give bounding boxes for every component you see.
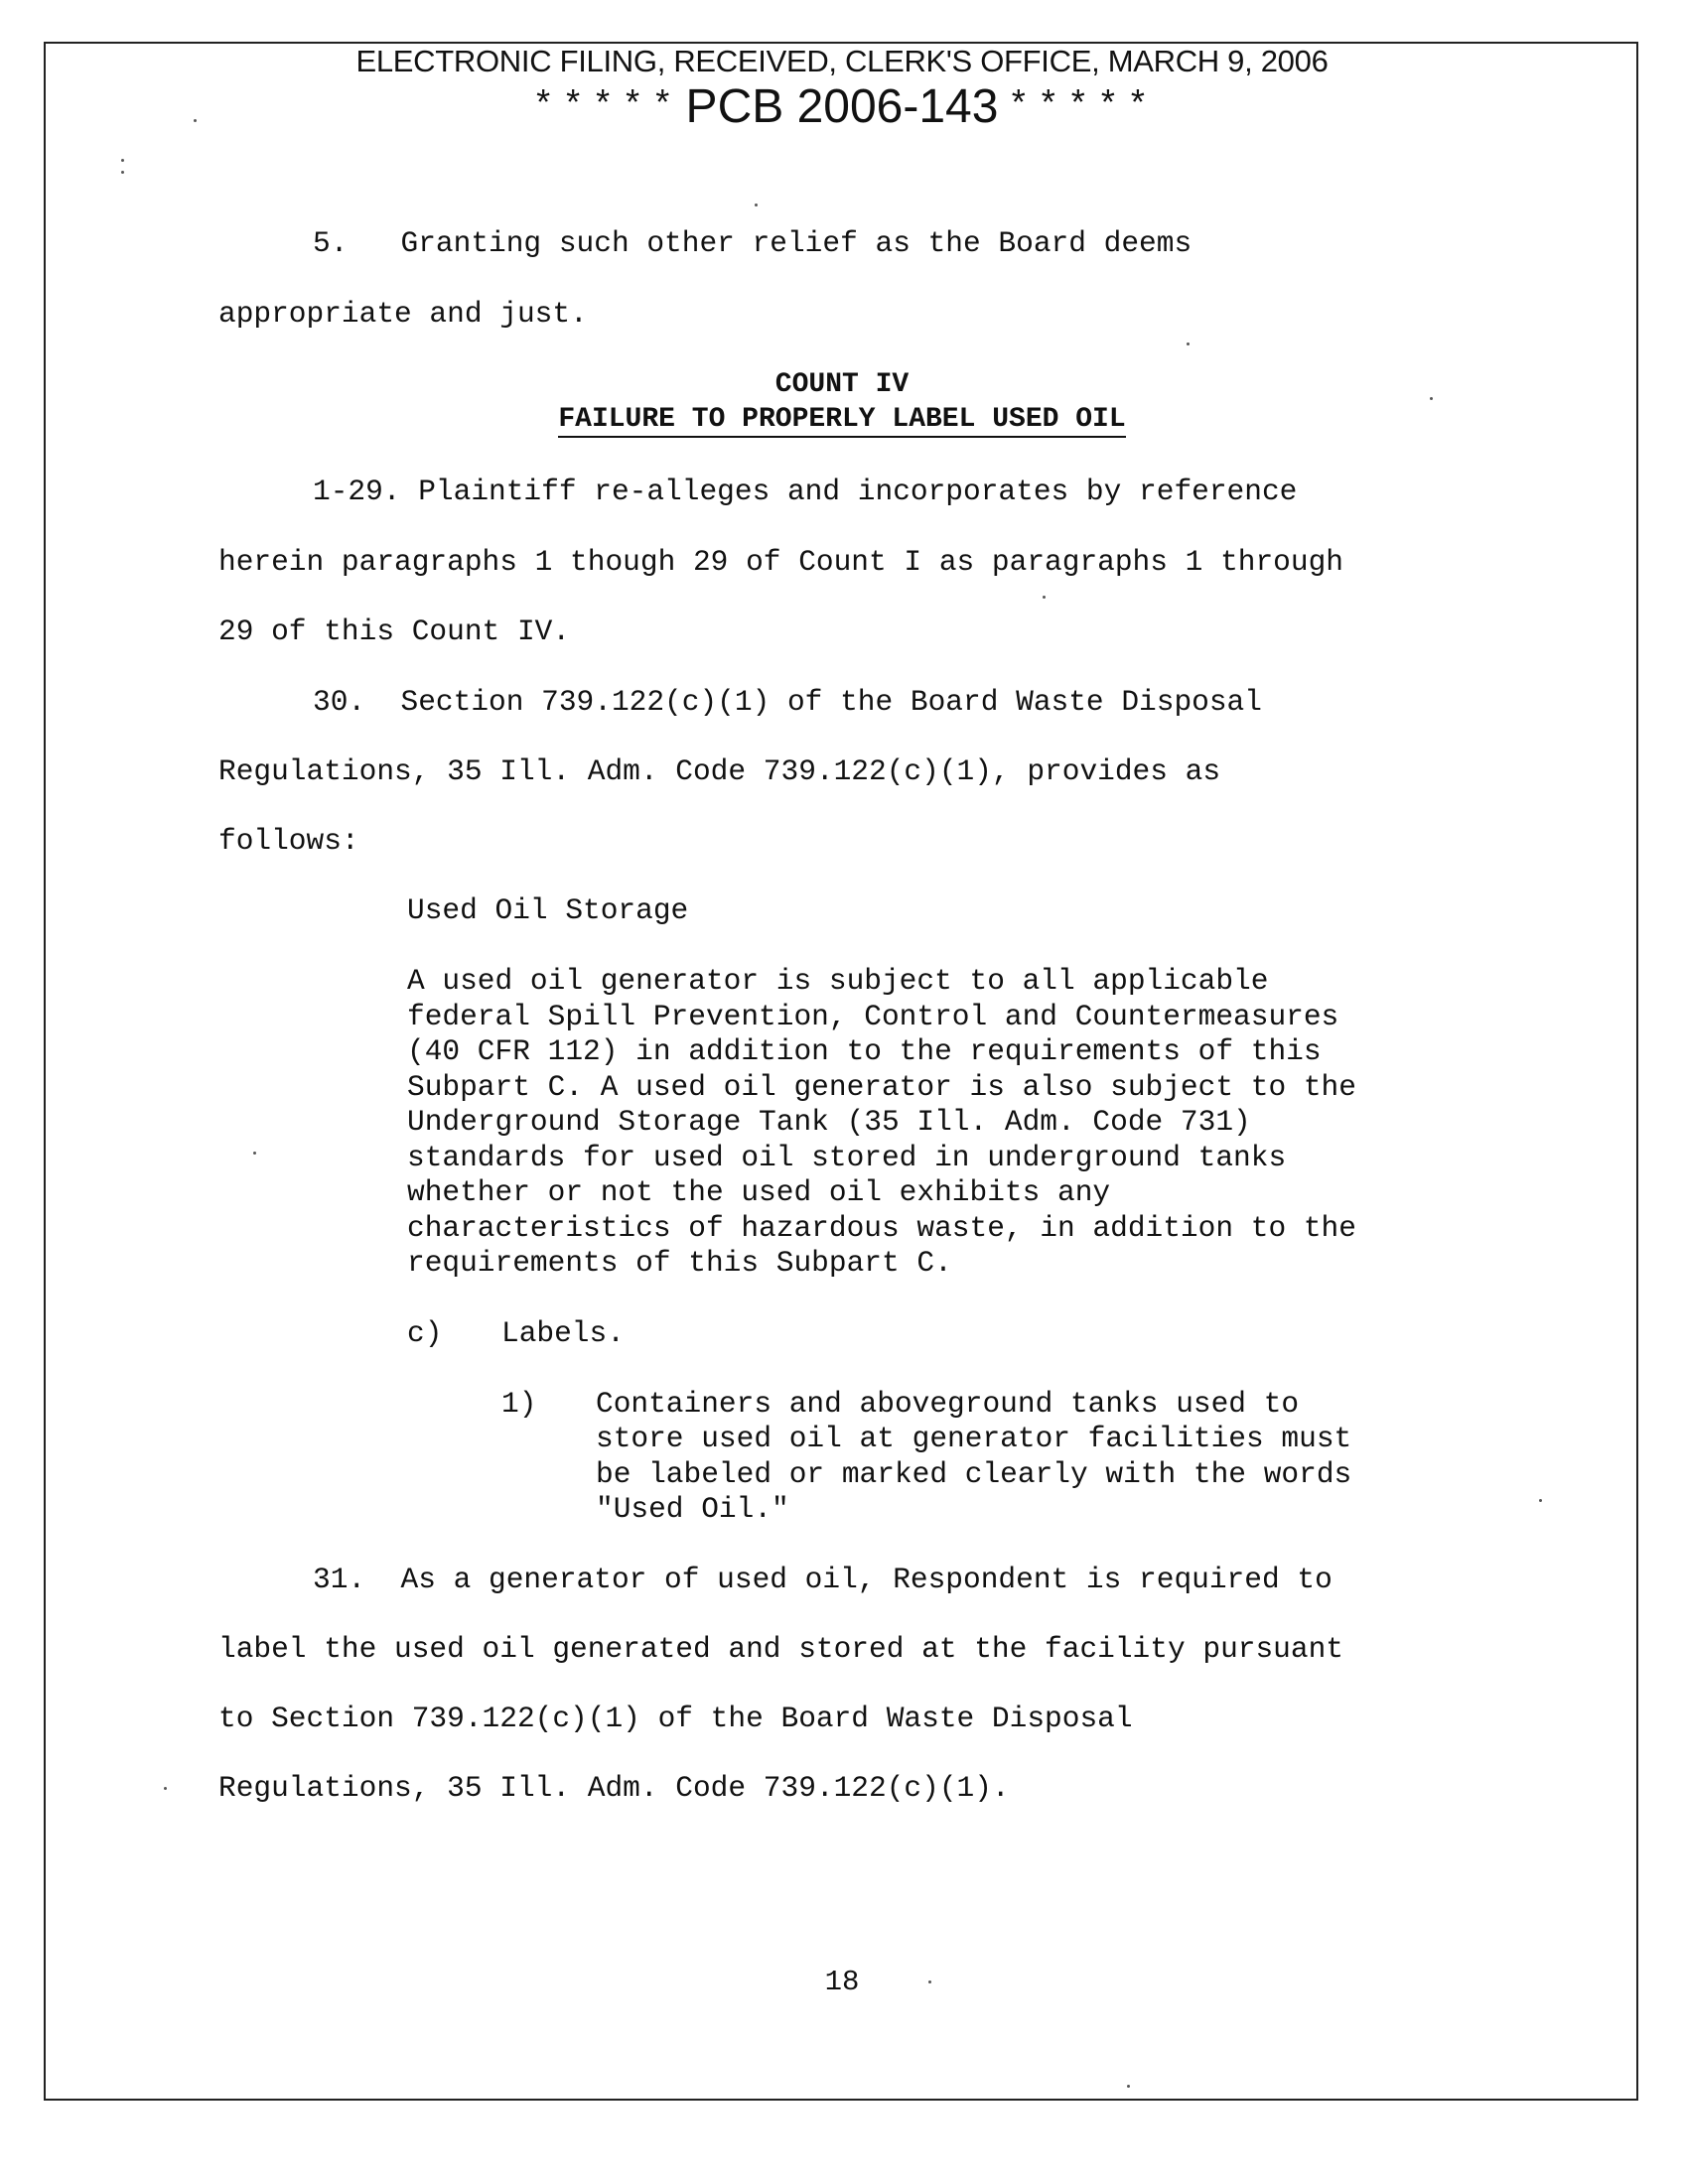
item-1-marker: 1) bbox=[501, 1387, 537, 1421]
quote-line: (40 CFR 112) in addition to the requirements of this bbox=[407, 1034, 1322, 1068]
page-number: 18 bbox=[824, 1966, 860, 1998]
quote-line: standards for used oil stored in underground tanks bbox=[407, 1141, 1287, 1174]
paragraph-31-line-3: to Section 739.122(c)(1) of the Board Waste Disposal bbox=[218, 1702, 1133, 1735]
quote-line: A used oil generator is subject to all applicable bbox=[407, 964, 1269, 998]
paragraph-30-line-3: follows: bbox=[218, 824, 359, 858]
paragraph-31-line-4: Regulations, 35 Ill. Adm. Code 739.122(c)(1). bbox=[218, 1771, 1010, 1805]
paragraph-1-29-line-1: 1-29. Plaintiff re-alleges and incorporates by reference bbox=[313, 475, 1298, 508]
count-subtitle-text: FAILURE TO PROPERLY LABEL USED OIL bbox=[558, 404, 1125, 438]
item-1-line: "Used Oil." bbox=[596, 1492, 789, 1526]
scan-speck bbox=[928, 1980, 931, 1983]
item-c-label: Labels. bbox=[501, 1316, 625, 1350]
paragraph-31-line-1: 31. As a generator of used oil, Respondent is required to bbox=[313, 1563, 1333, 1596]
quote-heading: Used Oil Storage bbox=[407, 893, 689, 927]
paragraph-5-line-1: 5. Granting such other relief as the Board deems bbox=[313, 226, 1193, 260]
paragraph-30-line-2: Regulations, 35 Ill. Adm. Code 739.122(c)(1), provides as bbox=[218, 754, 1221, 788]
item-c-marker: c) bbox=[407, 1316, 443, 1350]
scan-speck bbox=[1539, 1499, 1542, 1502]
scan-speck bbox=[253, 1152, 256, 1155]
quote-line: whether or not the used oil exhibits any bbox=[407, 1175, 1111, 1209]
paragraph-30-line-1: 30. Section 739.122(c)(1) of the Board Waste Disposal bbox=[313, 685, 1262, 719]
scan-speck bbox=[755, 204, 758, 206]
count-subtitle bbox=[0, 403, 1684, 437]
item-1-line: Containers and aboveground tanks used to bbox=[596, 1387, 1300, 1421]
stars-right: * * * * * bbox=[1011, 81, 1148, 122]
scan-speck bbox=[1430, 397, 1433, 400]
item-1-line: be labeled or marked clearly with the words bbox=[596, 1457, 1352, 1491]
quote-line: Subpart C. A used oil generator is also subject to the bbox=[407, 1070, 1356, 1104]
paragraph-1-29-line-2: herein paragraphs 1 though 29 of Count I as paragraphs 1 through bbox=[218, 545, 1343, 579]
quote-line: Underground Storage Tank (35 Ill. Adm. Code 731) bbox=[407, 1105, 1251, 1139]
scan-speck bbox=[1187, 342, 1190, 345]
scan-speck bbox=[1127, 2085, 1130, 2088]
paragraph-1-29-line-3: 29 of this Count IV. bbox=[218, 614, 571, 648]
scan-speck bbox=[164, 1787, 167, 1790]
quote-line: characteristics of hazardous waste, in addition to the bbox=[407, 1211, 1356, 1245]
stars-left: * * * * * bbox=[536, 81, 673, 122]
case-number-stamp bbox=[0, 75, 1684, 134]
scan-speck bbox=[121, 159, 124, 162]
scan-speck bbox=[121, 171, 124, 174]
count-title: COUNT IV bbox=[774, 369, 910, 400]
scan-speck bbox=[194, 119, 197, 122]
paragraph-5-line-2: appropriate and just. bbox=[218, 297, 588, 331]
quote-line: federal Spill Prevention, Control and Countermeasures bbox=[407, 1000, 1339, 1033]
scan-speck bbox=[1043, 596, 1046, 599]
item-1-line: store used oil at generator facilities must bbox=[596, 1422, 1352, 1455]
paragraph-31-line-2: label the used oil generated and stored at the facility pursuant bbox=[218, 1632, 1343, 1666]
quote-line: requirements of this Subpart C. bbox=[407, 1246, 952, 1280]
filing-stamp: ELECTRONIC FILING, RECEIVED, CLERK'S OFFICE, MARCH 9, 2006 bbox=[355, 44, 1329, 78]
case-number: PCB 2006-143 bbox=[685, 80, 999, 133]
